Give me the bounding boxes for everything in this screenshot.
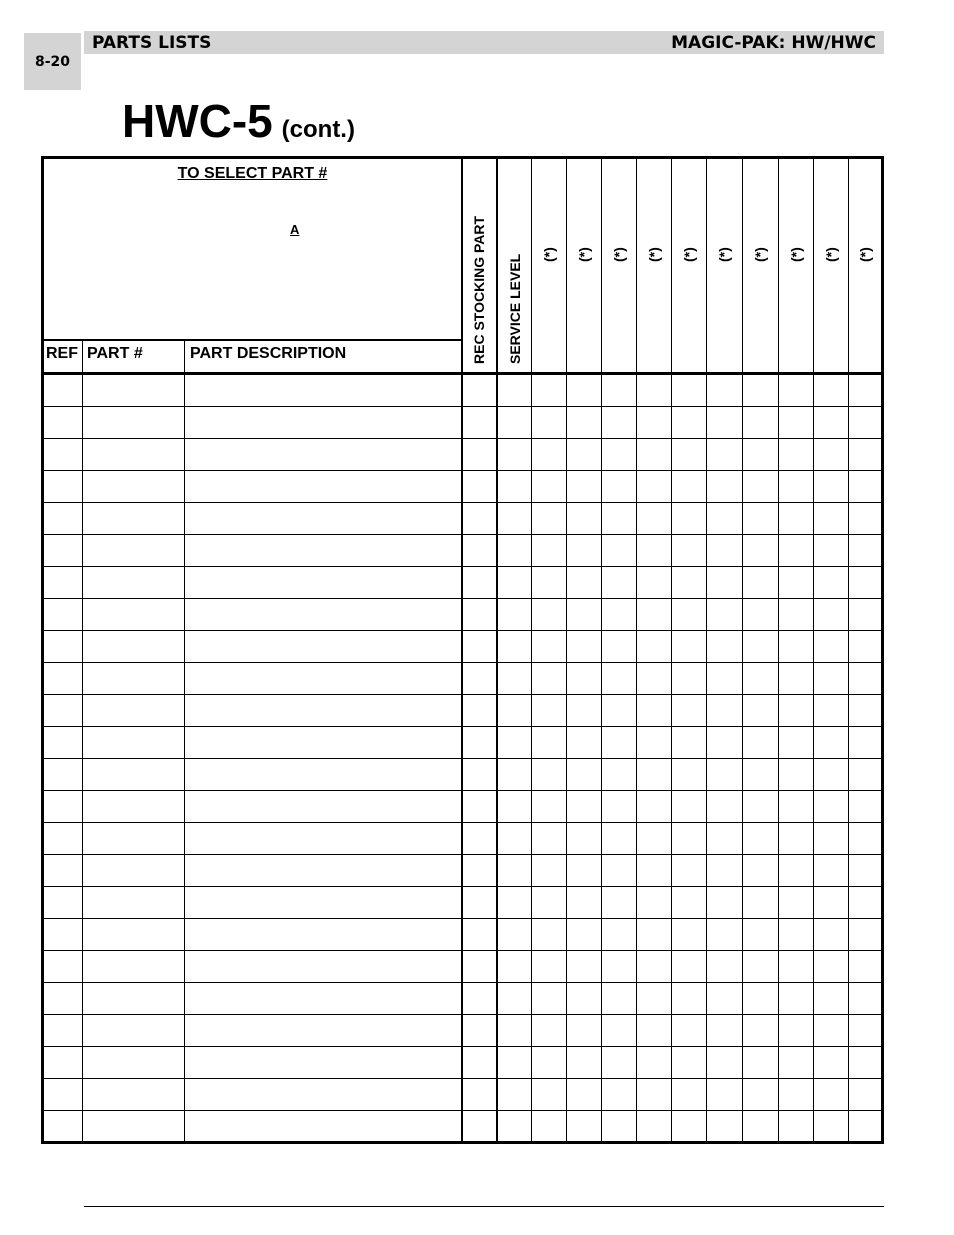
page-number: 8-20 <box>34 53 71 70</box>
table-row-line <box>44 566 881 567</box>
table-row-line <box>44 950 881 951</box>
column-divider <box>813 159 814 1141</box>
column-divider <box>82 339 83 1141</box>
model-column-header: (*) <box>645 247 662 262</box>
table-row-line <box>44 470 881 471</box>
table-row-line <box>44 662 881 663</box>
table-row-line <box>44 406 881 407</box>
table-row-line <box>44 502 881 503</box>
column-divider <box>601 159 602 1141</box>
section-title: PARTS LISTS <box>92 32 212 53</box>
table-row-line <box>44 1014 881 1015</box>
model-column-header: (*) <box>716 247 732 262</box>
table-row-line <box>44 1078 881 1079</box>
column-divider <box>184 339 185 1141</box>
model-column-header: (*) <box>822 247 839 262</box>
table-row-line <box>44 534 881 535</box>
table-row-line <box>44 1110 881 1111</box>
model-column-header: (*) <box>540 247 557 262</box>
column-divider <box>778 159 779 1141</box>
column-divider <box>531 159 532 1141</box>
column-header-part-number: PART # <box>87 345 143 362</box>
table-row-line <box>44 726 881 727</box>
model-column-header: (*) <box>856 247 873 262</box>
column-divider <box>461 159 463 1141</box>
table-row-line <box>44 1046 881 1047</box>
model-column-header: (*) <box>680 247 697 262</box>
column-divider <box>742 159 743 1141</box>
table-row-line <box>44 598 881 599</box>
table-row-line <box>44 886 881 887</box>
column-header-service-level: SERVICE LEVEL <box>507 253 523 364</box>
table-row-line <box>44 918 881 919</box>
table-row-line <box>44 630 881 631</box>
model-column-header: (*) <box>787 247 804 262</box>
column-divider <box>706 159 707 1141</box>
table-row-line <box>44 758 881 759</box>
table-row-line <box>44 854 881 855</box>
header-divider <box>44 339 461 341</box>
table-row-line <box>44 822 881 823</box>
model-column-header: (*) <box>610 247 627 262</box>
column-divider <box>636 159 637 1141</box>
table-row-line <box>44 790 881 791</box>
select-part-label: TO SELECT PART # <box>177 165 328 182</box>
column-header-ref: REF <box>46 345 78 362</box>
column-divider <box>848 159 849 1141</box>
page-title-main: HWC-5 <box>122 95 273 147</box>
page-title-sub: (cont.) <box>281 116 355 143</box>
column-divider <box>671 159 672 1141</box>
table-row-line <box>44 438 881 439</box>
column-header-description: PART DESCRIPTION <box>190 345 347 362</box>
footer-rule <box>84 1206 884 1207</box>
table-row-line <box>44 982 881 983</box>
column-divider <box>566 159 567 1141</box>
table-row-line <box>44 694 881 695</box>
column-header-rec-stocking: REC STOCKING PART <box>471 215 487 364</box>
model-letter-label: A <box>290 222 300 237</box>
column-divider <box>496 159 498 1141</box>
model-column-header: (*) <box>575 247 592 262</box>
model-column-header: (*) <box>752 247 768 262</box>
product-title: MAGIC-PAK: HW/HWC <box>671 32 876 53</box>
